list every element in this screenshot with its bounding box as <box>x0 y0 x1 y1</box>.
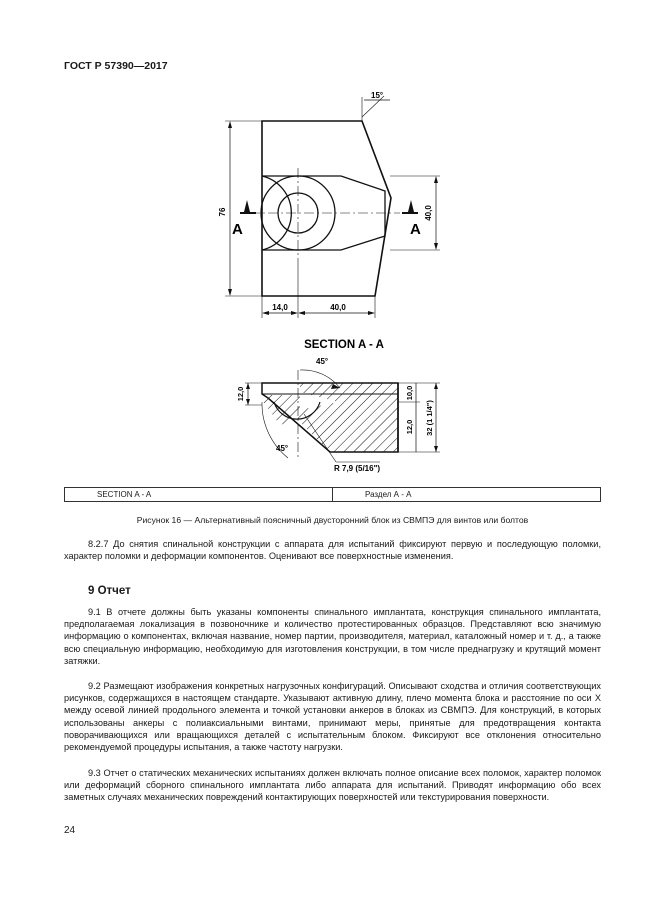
section-title: SECTION A - A <box>304 339 384 351</box>
dim-angle-15: 15° <box>371 91 384 100</box>
dim-height-76: 76 <box>218 207 227 217</box>
figure-legend-table <box>64 487 601 502</box>
document-header: ГОСТ Р 57390—2017 <box>64 60 168 72</box>
section-9-heading: 9 Отчет <box>88 585 131 597</box>
section-radius-label: R 7,9 (5/16") <box>334 464 381 473</box>
paragraph-9-3: 9.3 Отчет о статических механических испытаниях должен включать полное описание всех поломок, характер поломок или деформаций сборного спинального имплантата либо аппарата для испытаний. Приводят информацию обо всех заметных случаях механических повреждений контактирующих поверхностей или текстурирования поверхности. <box>64 768 601 803</box>
dim-right-40: 40,0 <box>424 205 433 221</box>
legend-original: SECTION A - A <box>97 490 152 499</box>
section-dim-angle-bottom: 45° <box>276 444 289 453</box>
section-dim-angle-top: 45° <box>316 357 329 366</box>
dim-bottom-40: 40,0 <box>330 303 346 312</box>
section-mark-left: A <box>232 221 243 238</box>
paragraph-8-2-7: 8.2.7 До снятия спинальной конструкции с аппарата для испытаний фиксируют первую и последующую поломки, характер поломки и деформации компонентов. Оценивают все поверхностные изменения. <box>64 539 601 562</box>
figure-caption: Рисунок 16 — Альтернативный поясничный двусторонний блок из СВМПЭ для винтов или болтов <box>136 515 529 525</box>
legend-translation: Раздел А - А <box>332 488 600 501</box>
paragraph-9-1: 9.1 В отчете должны быть указаны компоненты спинального имплантата, конструкция спинального имплантата, предполагаемая локализация в позвоночнике и количество протестированных образцов. Представляют всю значимую информацию о компонентах, включая название, номер партии, производителя, материал, каталожный номер и т. д., а также всю специальную информацию, необходимую для изготовления конструкции, в том числе преднагрузку и крутящий момент затяжки. <box>64 607 601 666</box>
section-dim-right-c: 32 (1 1/4") <box>425 400 434 436</box>
section-mark-right: A <box>410 221 421 238</box>
page-number: 24 <box>64 825 76 836</box>
section-dim-right-b: 12,0 <box>405 419 414 435</box>
section-dim-right-a: 10,0 <box>405 385 414 401</box>
section-dim-left: 12,0 <box>236 386 245 402</box>
paragraph-9-2: 9.2 Размещают изображения конкретных нагрузочных конфигураций. Описывают сходства и отличия соответствующих рисунков, содержащихся в настоящем стандарте. Указывают активную длину, плечо момента блока и расстояние по оси X между осевой линией продольного элемента и точкой установки анкеров в блоках из СВМПЭ. Для конструкций, в которых использованы анкеры с полиаксиальными винтами, принимают меры, принятые для предотвращения контакта поворачивающихся или вращающихся деталей с испытательным блоком. Фиксируют все отклонения относительно рекомендуемой процедуры испытания, а также частоту нагрузки. <box>64 681 601 753</box>
top-view-drawing <box>0 0 646 330</box>
dim-bottom-14: 14,0 <box>272 303 288 312</box>
section-view-drawing <box>0 330 646 480</box>
